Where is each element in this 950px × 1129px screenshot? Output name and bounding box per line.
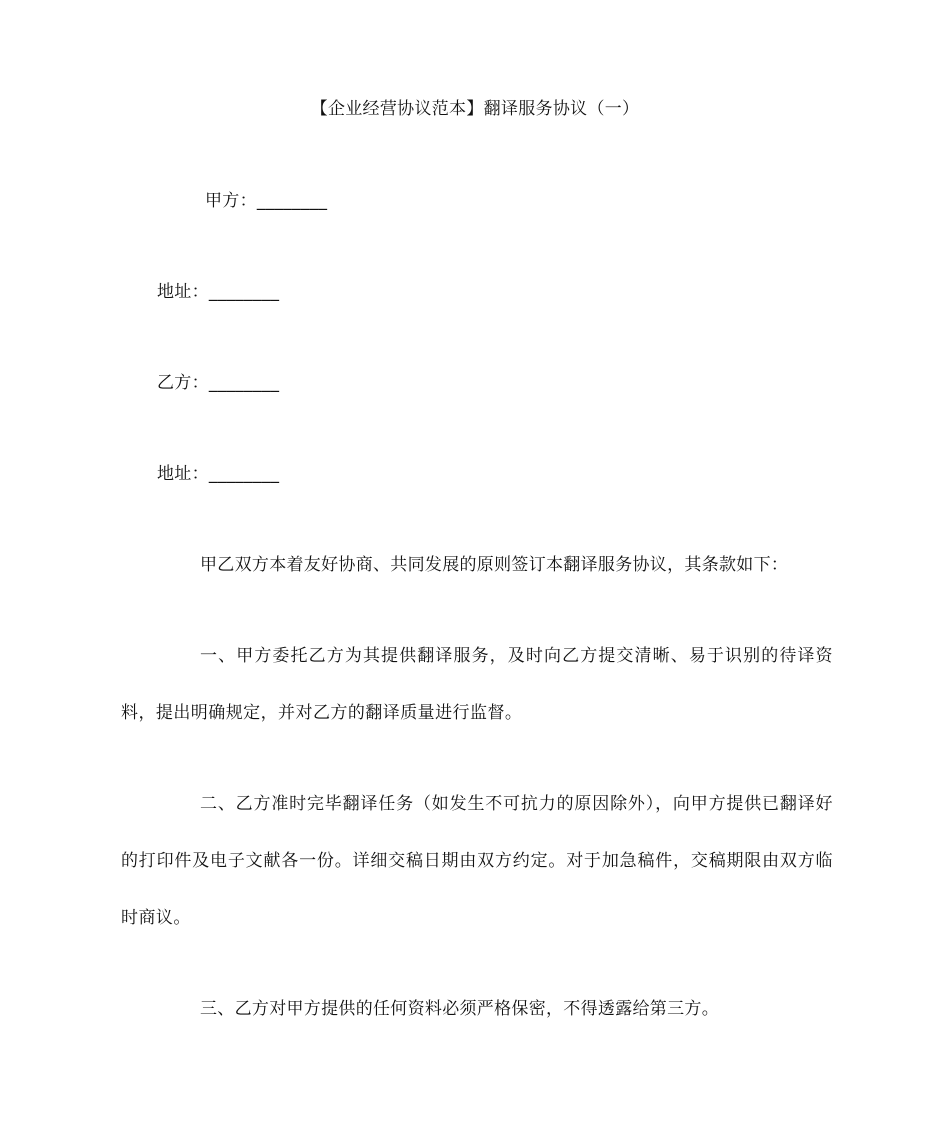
clause-3-paragraph: 三、乙方对甲方提供的任何资料必须严格保密，不得透露给第三方。 (200, 999, 719, 1019)
clause-2-paragraph: 二、乙方准时完毕翻译任务（如发生不可抗力的原因除外），向甲方提供已翻译好的打印件及电子文献各一份。详细交稿日期由双方约定。对于加急稿件，交稿期限由双方临时商议。 (121, 794, 833, 928)
address-b-line: 地址：________ (157, 464, 280, 484)
party-b-line: 乙方：________ (157, 373, 280, 393)
address-a-line: 地址：________ (157, 282, 280, 302)
clause-1-paragraph: 一、甲方委托乙方为其提供翻译服务，及时向乙方提交清晰、易于识别的待译资料，提出明确规定，并对乙方的翻译质量进行监督。 (121, 646, 833, 723)
party-a-line: 甲方：________ (205, 191, 328, 211)
preamble-paragraph: 甲乙双方本着友好协商、共同发展的原则签订本翻译服务协议，其条款如下： (200, 555, 789, 575)
document-title: 【企业经营协议范本】翻译服务协议（一） (310, 99, 640, 119)
